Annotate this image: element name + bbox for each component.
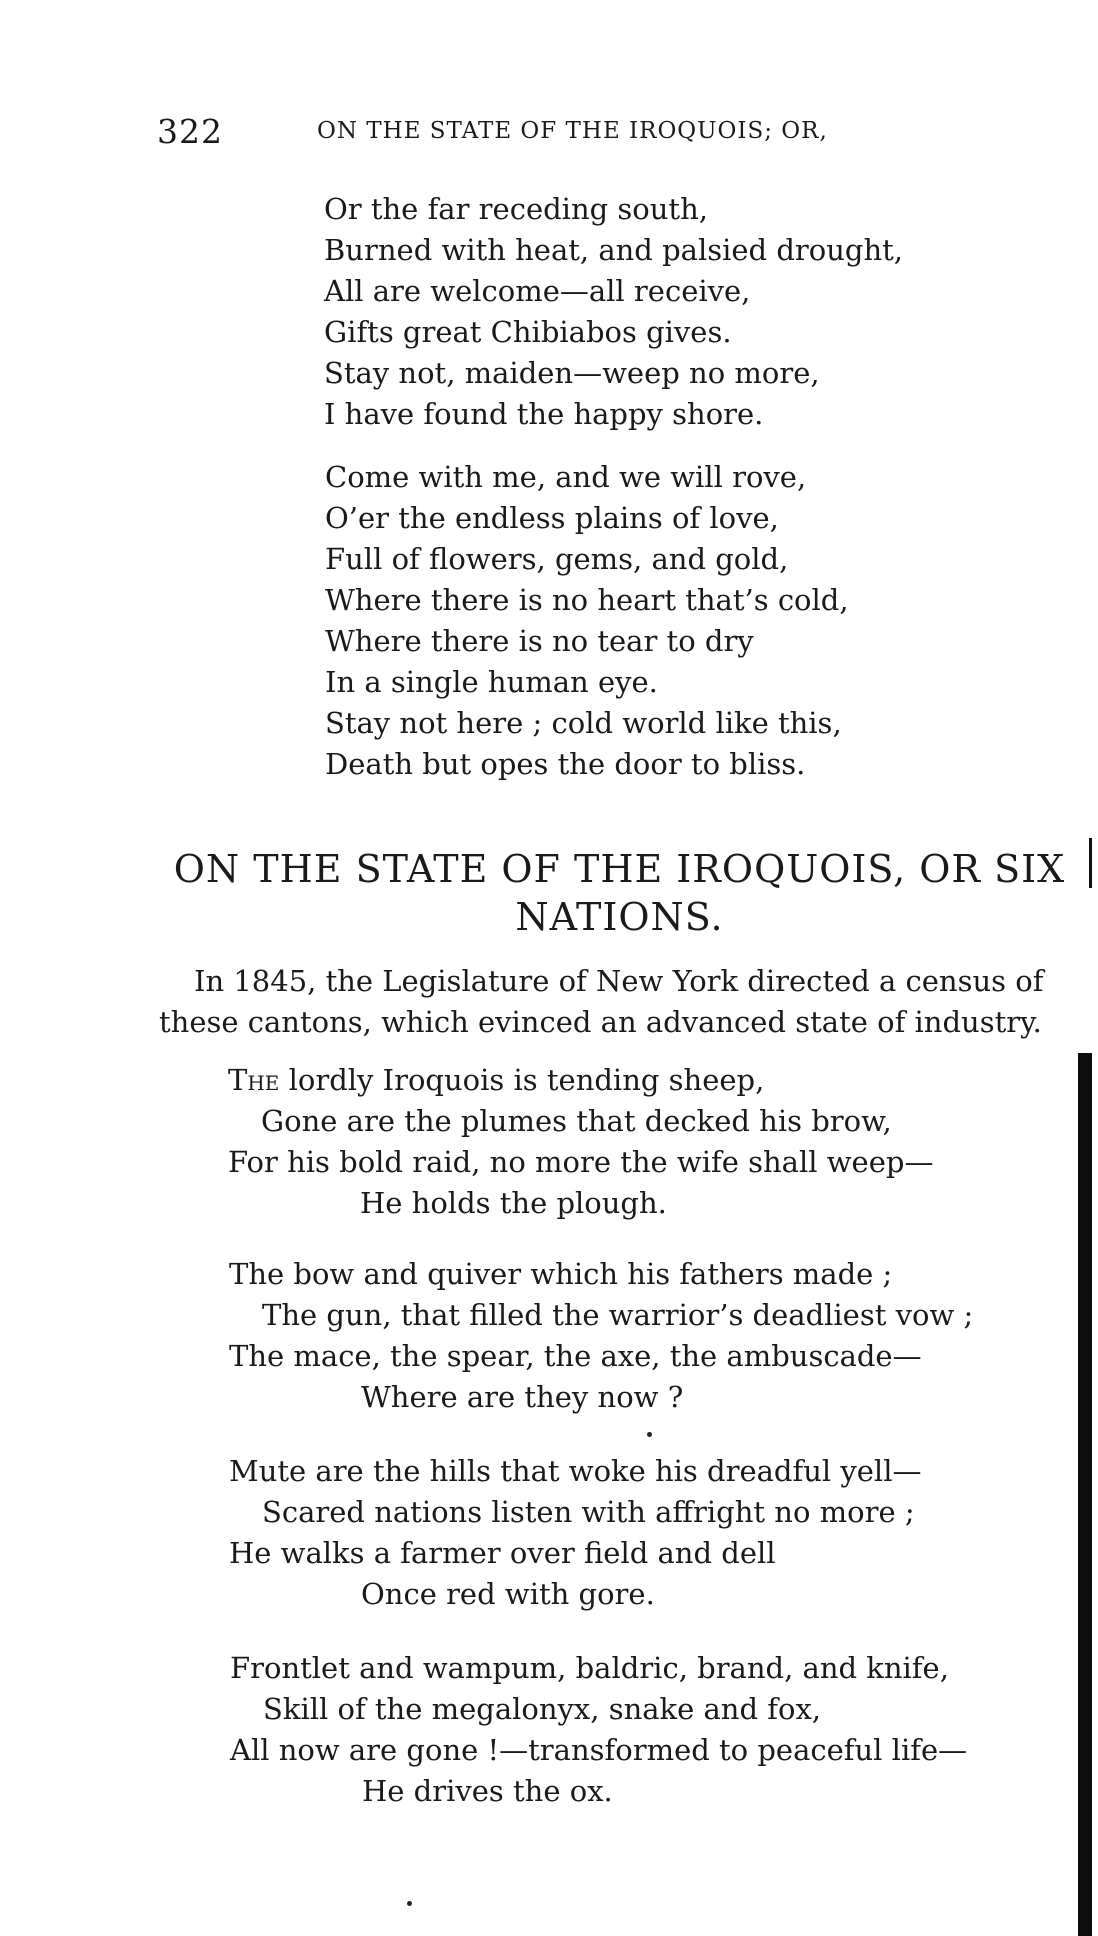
verse-line: All now are gone !—transformed to peaceful life— <box>230 1733 968 1767</box>
section-title-line-2: NATIONS. <box>515 895 724 939</box>
drop-word: The <box>228 1063 280 1097</box>
verse-line: He walks a farmer over field and dell <box>229 1536 776 1570</box>
verse-line: Burned with heat, and palsied drought, <box>324 233 903 267</box>
intro-line-2: these cantons, which evinced an advanced state of industry. <box>159 1005 1042 1039</box>
verse-line: Death but opes the door to bliss. <box>325 747 806 781</box>
intro-paragraph <box>159 961 1079 1043</box>
section-title-line-1: ON THE STATE OF THE IROQUOIS, OR SIX <box>173 847 1066 891</box>
verse-line: I have found the happy shore. <box>324 397 764 431</box>
verse-line: Where are they now ? <box>361 1380 684 1414</box>
verse-line: Stay not, maiden—weep no more, <box>324 356 820 390</box>
verse-line: Gifts great Chibiabos gives. <box>324 315 732 349</box>
verse-line: The gun, that filled the warrior’s deadliest vow ; <box>262 1298 974 1332</box>
verse-line: All are welcome—all receive, <box>324 274 751 308</box>
margin-mark <box>1089 838 1092 888</box>
intro-line-1: In 1845, the Legislature of New York directed a census of <box>194 964 1044 998</box>
verse-line: Where there is no tear to dry <box>325 624 754 658</box>
verse-line: Gone are the plumes that decked his brow, <box>261 1104 892 1138</box>
verse-line: Frontlet and wampum, baldric, brand, and knife, <box>230 1651 949 1685</box>
verse-line: Come with me, and we will rove, <box>325 460 807 494</box>
verse-line: Or the far receding south, <box>324 192 708 226</box>
poem-stanza-3 <box>229 1451 921 1615</box>
verse-line: Skill of the megalonyx, snake and fox, <box>263 1692 822 1726</box>
running-head: ON THE STATE OF THE IROQUOIS; OR, <box>317 118 828 144</box>
verse-line: O’er the endless plains of love, <box>325 501 779 535</box>
verse-line: Once red with gore. <box>361 1577 655 1611</box>
verse-line: The mace, the spear, the axe, the ambuscade— <box>229 1339 922 1373</box>
poem-continued-stanza-1 <box>324 189 903 435</box>
verse-line: Where there is no heart that’s cold, <box>325 583 849 617</box>
print-speck <box>647 1432 652 1437</box>
page-number: 322 <box>157 112 223 151</box>
verse-line: Full of flowers, gems, and gold, <box>325 542 789 576</box>
print-speck <box>407 1901 412 1906</box>
verse-line: In a single human eye. <box>325 665 658 699</box>
verse-line: He drives the ox. <box>362 1774 613 1808</box>
verse-line-text: lordly Iroquois is tending sheep, <box>279 1063 765 1097</box>
verse-line: Stay not here ; cold world like this, <box>325 706 842 740</box>
verse-line: The bow and quiver which his fathers made ; <box>229 1257 893 1291</box>
verse-line <box>228 1060 933 1101</box>
page-edge-shadow <box>1078 1053 1092 1936</box>
verse-line: Mute are the hills that woke his dreadful yell— <box>229 1454 922 1488</box>
verse-line: For his bold raid, no more the wife shall weep— <box>228 1145 934 1179</box>
poem-stanza-1 <box>228 1060 933 1224</box>
section-title <box>152 845 1087 941</box>
poem-stanza-2 <box>229 1254 973 1418</box>
verse-line: Scared nations listen with affright no more ; <box>262 1495 915 1529</box>
poem-stanza-4 <box>230 1648 967 1812</box>
poem-continued-stanza-2 <box>325 457 849 785</box>
verse-line: He holds the plough. <box>360 1186 667 1220</box>
